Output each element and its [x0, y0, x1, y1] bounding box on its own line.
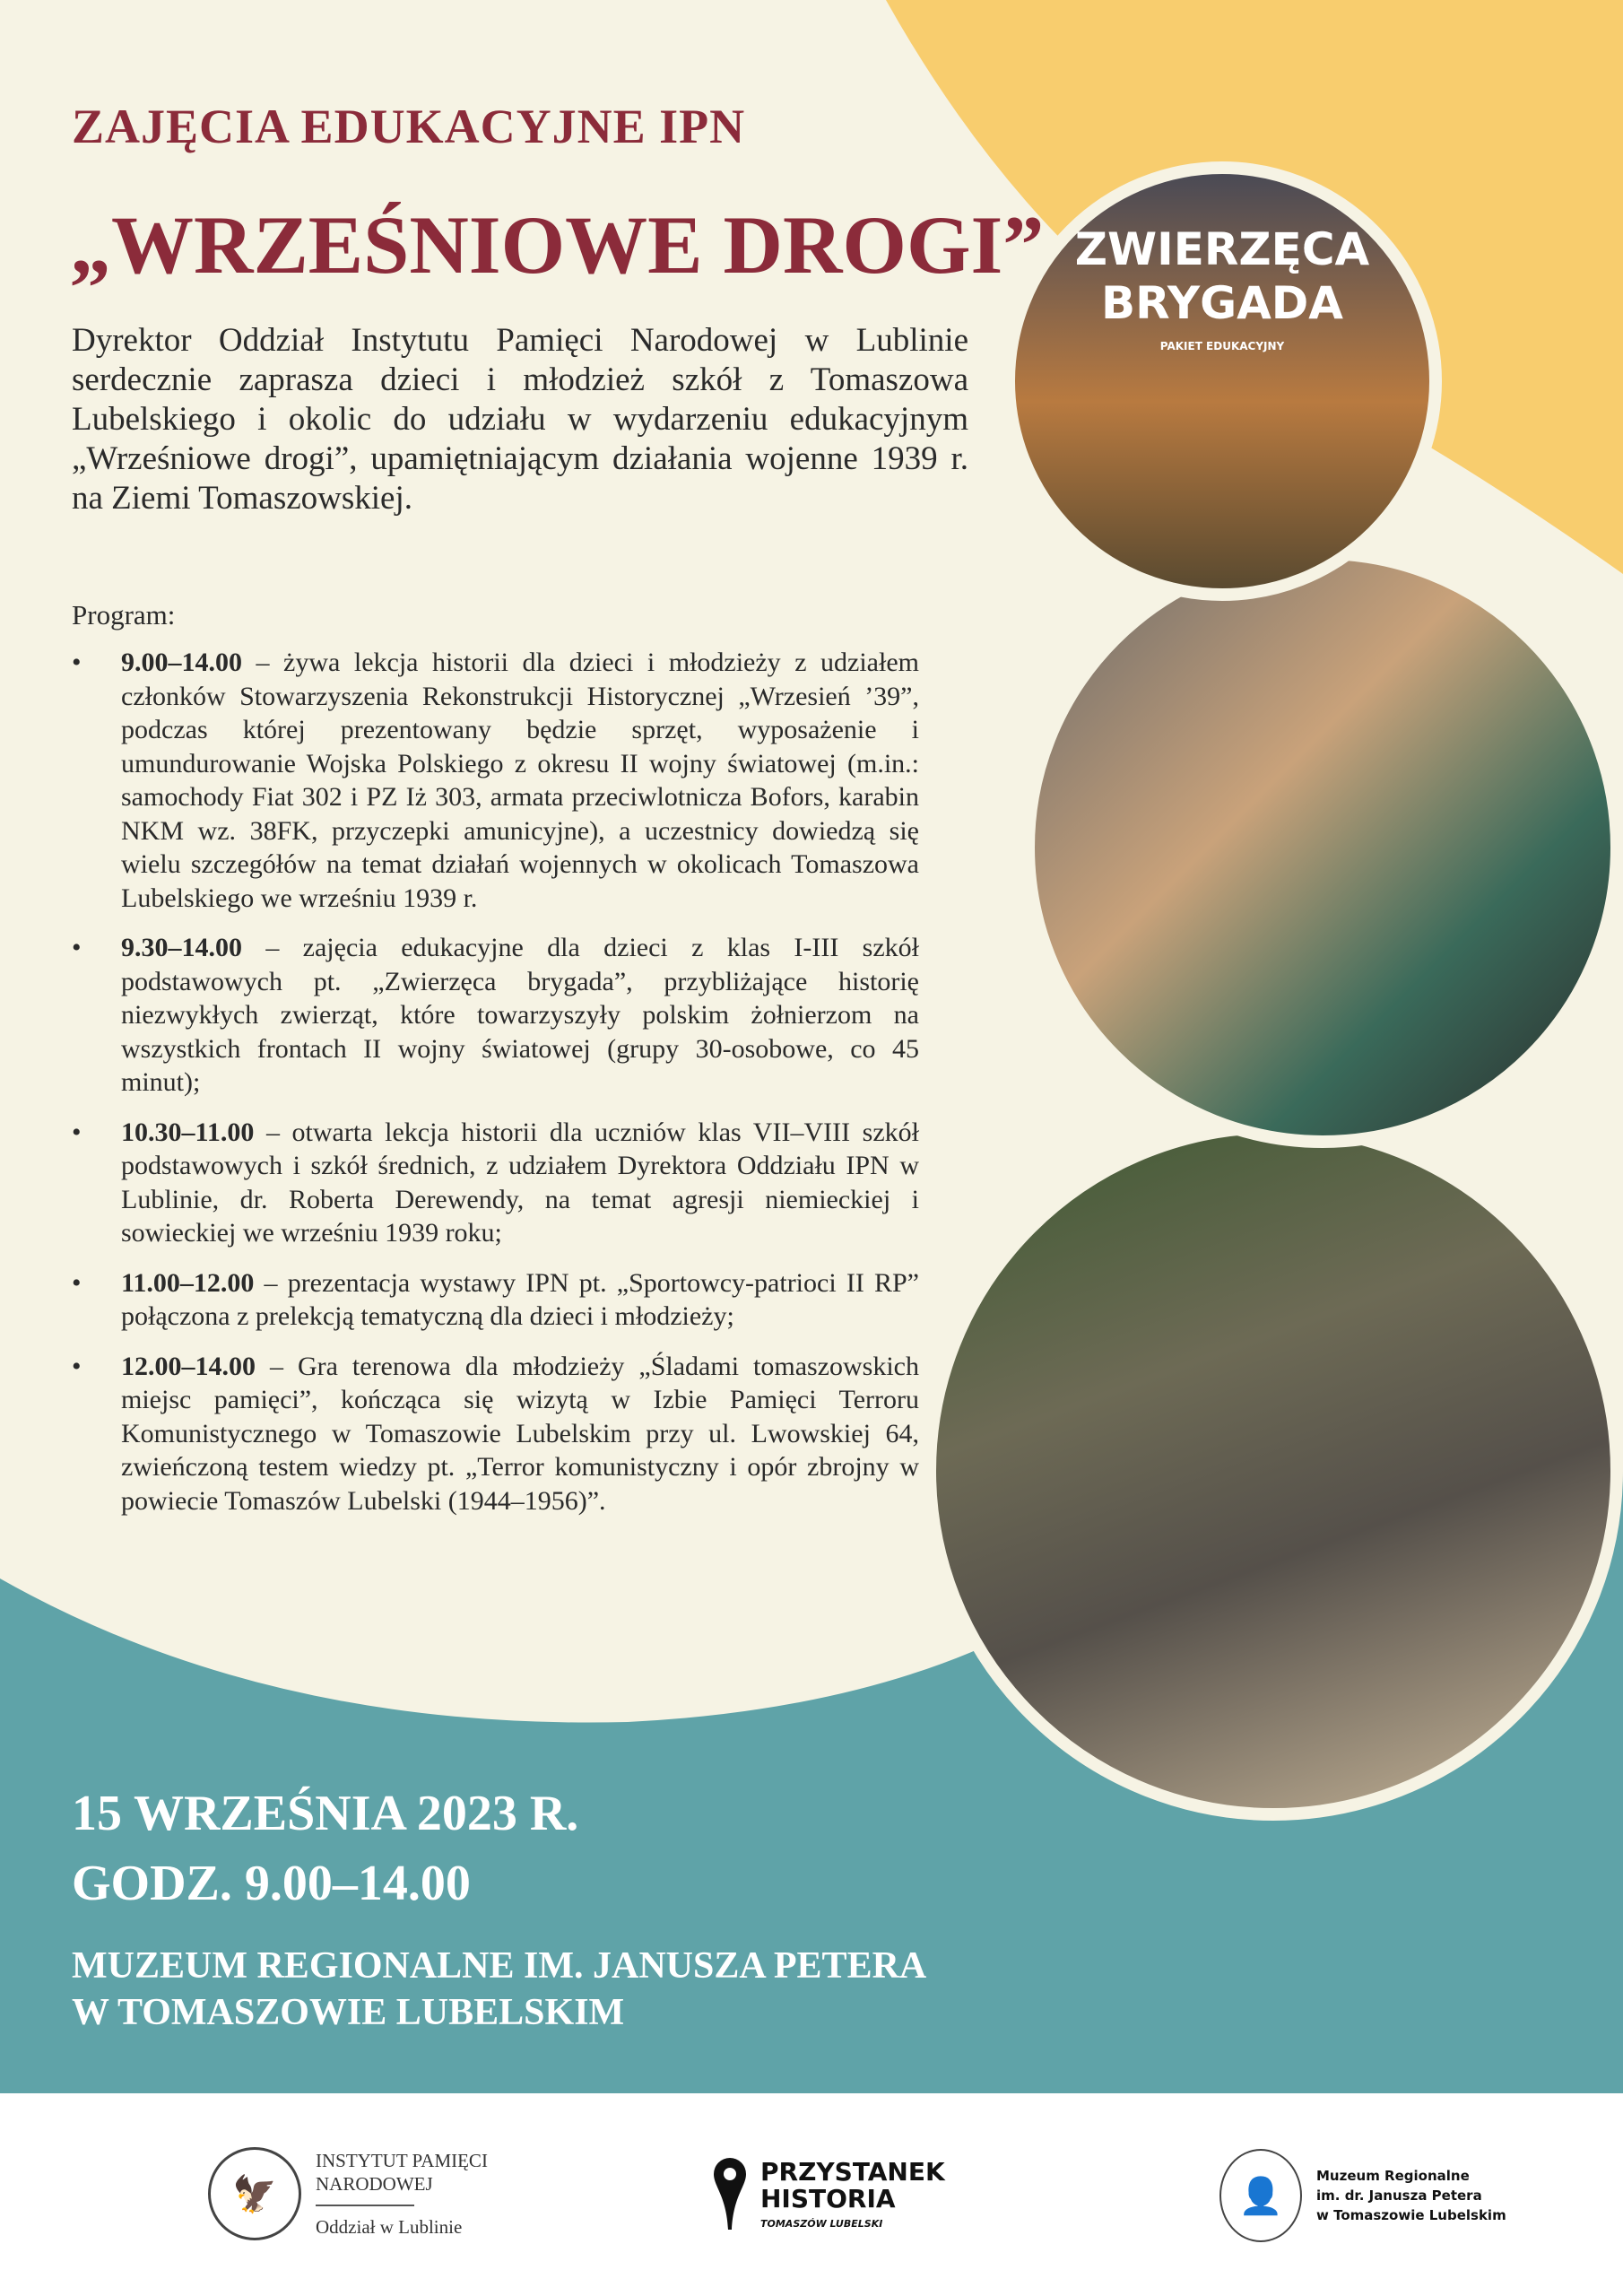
item-time: 10.30–11.00: [121, 1117, 255, 1147]
program-heading: Program:: [72, 599, 176, 631]
item-text: – Gra terenowa dla młodzieży „Śladami tomaszowskich miejsc pamięci”, kończąca się wizytą w Izbie Pamięci Terroru Komunistycznego w Tomaszowie Lubelskim przy ul. Lwowskiej 64, zwieńczoną testem wiedzy pt. „Terror komunistyczny i opór zbrojny w powiecie Tomaszów Lubelski (1944–1956)”.: [121, 1351, 919, 1516]
przystanek-line-2: HISTORIA: [760, 2183, 896, 2213]
footer: [0, 2093, 1623, 2296]
przystanek-line-1: PRZYSTANEK: [760, 2156, 945, 2187]
program-list: [72, 646, 919, 1534]
item-time: 12.00–14.00: [121, 1351, 256, 1381]
cover-image: [1002, 161, 1442, 601]
ipn-seal-icon: 🦅: [208, 2147, 301, 2240]
venue-line-2: W TOMASZOWIE LUBELSKIM: [72, 1992, 625, 2033]
page-title: „WRZEŚNIOWE DROGI”: [70, 199, 1045, 291]
cover-title-1: ZWIERZĘCA: [1074, 223, 1370, 275]
ipn-logo: [208, 2147, 488, 2240]
portrait-seal-icon: 👤: [1219, 2149, 1302, 2242]
cover-subtitle: PAKIET EDUKACYJNY: [1159, 340, 1285, 352]
list-item: [72, 1350, 919, 1518]
muzeum-line-3: w Tomaszowie Lubelskim: [1316, 2207, 1506, 2223]
list-item: [72, 646, 919, 915]
item-time: 11.00–12.00: [121, 1267, 255, 1298]
list-item: [72, 1116, 919, 1250]
item-text: – żywa lekcja historii dla dzieci i młodzieży z udziałem członków Stowarzyszenia Rekonstrukcji Historycznej „Wrzesień ’39”, podczas której prezentowany będzie sprzęt, wyposażenie i umundurowanie Wojska Polskiego z okresu II wojny światowej (m.in.: samochody Fiat 302 i PZ Iż 303, armata przeciwlotnicza Bofors, karabin NKM wz. 38FK, przyczepki amunicyjne), a uczestnicy dowiedzą się wielu szczegółów na temat działań wojennych w okolicach Tomaszowa Lubelskiego we wrześniu 1939 r.: [121, 648, 919, 913]
event-hours: GODZ. 9.00–14.00: [72, 1856, 471, 1911]
muzeum-line-1: Muzeum Regionalne: [1316, 2168, 1470, 2184]
ipn-line-1: INSTYTUT PAMIĘCI: [316, 2150, 488, 2171]
przystanek-line-3: TOMASZÓW LUBELSKI: [760, 2217, 883, 2230]
muzeum-logo: [1219, 2149, 1506, 2242]
soldiers-photo: [924, 1121, 1623, 1821]
item-text: – zajęcia edukacyjne dla dzieci z klas I-III szkół podstawowych pt. „Zwierzęca brygada”, przybliżające historię niezwykłych zwierząt, które towarzyszyły polskim żołnierzom na wszystkich frontach II wojny światowej (grupy 30-osobowe, co 45 minut);: [121, 933, 919, 1097]
venue-line-1: MUZEUM REGIONALNE IM. JANUSZA PETERA: [72, 1945, 927, 1987]
ipn-line-3: Oddział w Lublinie: [316, 2216, 463, 2238]
muzeum-line-2: im. dr. Janusza Petera: [1316, 2187, 1482, 2204]
ipn-line-2: NARODOWEJ: [316, 2173, 433, 2195]
map-pin-icon: [714, 2158, 746, 2230]
list-item: [72, 1266, 919, 1334]
list-item: [72, 931, 919, 1100]
item-text: – otwarta lekcja historii dla uczniów klas VII–VIII szkół podstawowych i szkół średnich, z udziałem Dyrektora Oddziału IPN w Lublinie, dr. Roberta Derewendy, na temat agresji niemieckiej i sowieckiej we wrześniu 1939 roku;: [121, 1117, 919, 1248]
event-date: 15 WRZEŚNIA 2023 R.: [72, 1786, 579, 1841]
subtitle: ZAJĘCIA EDUKACYJNE IPN: [72, 100, 746, 153]
item-time: 9.00–14.00: [121, 648, 242, 677]
children-photo: [1022, 547, 1623, 1148]
item-time: 9.30–14.00: [121, 933, 242, 962]
item-text: – prezentacja wystawy IPN pt. „Sportowcy-patrioci II RP” połączona z prelekcją tematyczną dla dzieci i młodzieży;: [121, 1267, 919, 1331]
intro-text: Dyrektor Oddział Instytutu Pamięci Narodowej w Lublinie serdecznie zaprasza dzieci i młodzież szkół z Tomaszowa Lubelskiego i okolic do udziału w wydarzeniu edukacyjnym „Wrześniowe drogi”, upamiętniającym działania wojenne 1939 r. na Ziemi Tomaszowskiej.: [72, 322, 968, 517]
cover-title-2: BRYGADA: [1100, 277, 1344, 329]
przystanek-historia-logo: [714, 2158, 945, 2230]
